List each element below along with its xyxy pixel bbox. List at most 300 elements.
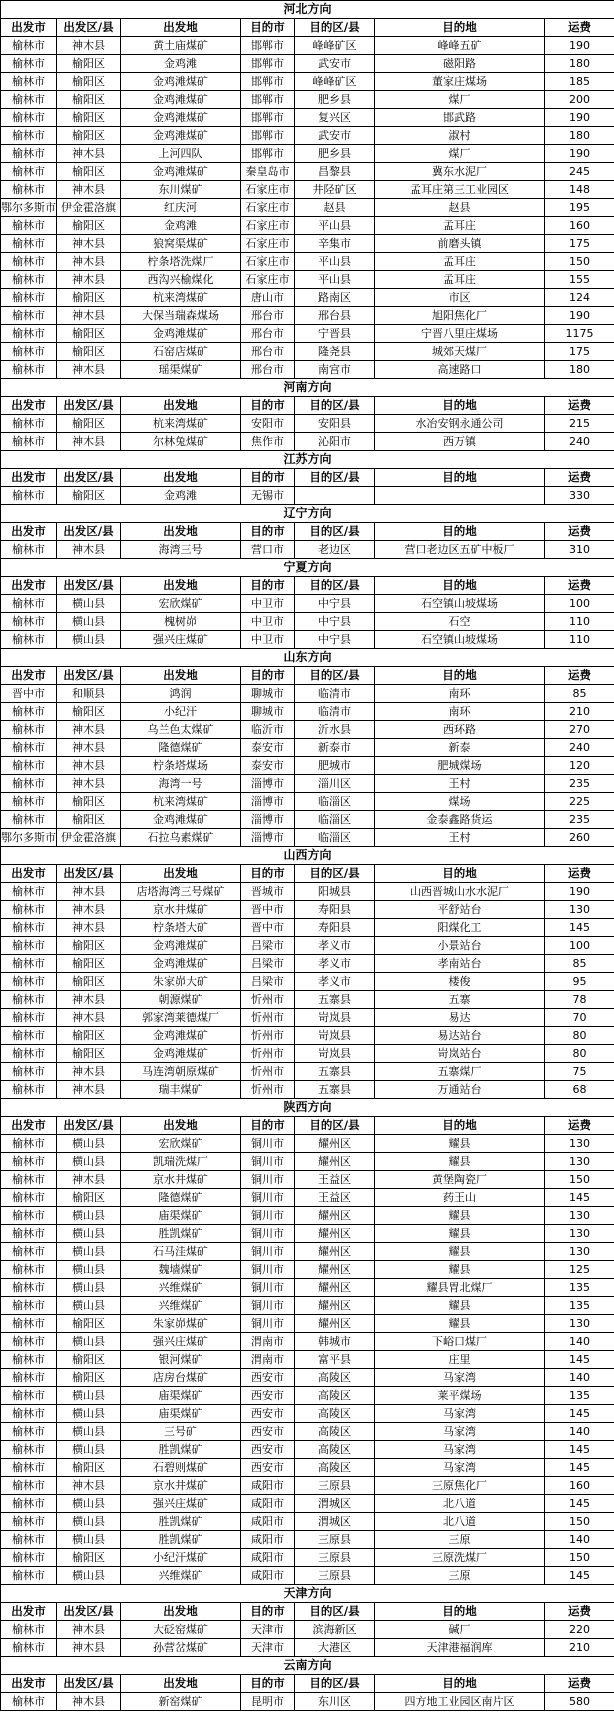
table-cell: 榆阳区 <box>57 973 121 991</box>
table-cell: 马家湾 <box>375 1441 545 1459</box>
table-cell: 磁阳路 <box>375 55 545 73</box>
table-cell: 140 <box>545 1333 614 1351</box>
table-cell: 孝义市 <box>295 955 375 973</box>
table-cell: 庄里 <box>375 1351 545 1369</box>
column-header: 目的区/县 <box>295 1603 375 1621</box>
column-header: 出发区/县 <box>57 865 121 883</box>
table-row <box>1 829 614 847</box>
table-cell: 寿阳县 <box>295 919 375 937</box>
table-row <box>1 595 614 613</box>
table-cell: 焦作市 <box>241 433 295 451</box>
table-cell: 耀州区 <box>295 1279 375 1297</box>
table-cell: 155 <box>545 271 614 289</box>
table-cell: 海湾一号 <box>121 775 241 793</box>
table-cell: 神木县 <box>57 991 121 1009</box>
table-cell: 石家庄市 <box>241 199 295 217</box>
table-row <box>1 955 614 973</box>
table-cell: 高陵区 <box>295 1459 375 1477</box>
table-cell: 平山县 <box>295 271 375 289</box>
table-cell: 神木县 <box>57 1621 121 1639</box>
table-row <box>1 289 614 307</box>
table-row <box>1 307 614 325</box>
table-row <box>1 199 614 217</box>
table-cell: 老边区 <box>295 541 375 559</box>
table-cell: 强兴庄煤矿 <box>121 1333 241 1351</box>
table-cell: 榆林市 <box>1 1567 57 1585</box>
column-header: 出发地 <box>121 1603 241 1621</box>
table-cell: 200 <box>545 91 614 109</box>
table-cell: 190 <box>545 883 614 901</box>
table-cell: 横山县 <box>57 1261 121 1279</box>
table-cell: 金鸡滩煤矿 <box>121 109 241 127</box>
table-cell: 三号矿 <box>121 1423 241 1441</box>
table-row <box>1 685 614 703</box>
table-cell: 榆阳区 <box>57 811 121 829</box>
table-cell: 西安市 <box>241 1387 295 1405</box>
column-header: 出发地 <box>121 19 241 37</box>
table-cell: 天津市 <box>241 1639 295 1657</box>
column-header: 出发区/县 <box>57 1675 121 1693</box>
table-cell: 145 <box>545 919 614 937</box>
table-cell: 碱厂 <box>375 1621 545 1639</box>
column-header: 目的市 <box>241 667 295 685</box>
table-cell: 榆林市 <box>1 361 57 379</box>
table-cell: 榆林市 <box>1 253 57 271</box>
table-cell: 隆德煤矿 <box>121 739 241 757</box>
table-cell: 南环 <box>375 685 545 703</box>
column-header: 目的市 <box>241 19 295 37</box>
column-header: 目的地 <box>375 1117 545 1135</box>
table-cell: 忻州市 <box>241 1081 295 1099</box>
table-row <box>1 883 614 901</box>
table-cell: 大港区 <box>295 1639 375 1657</box>
table-cell: 神木县 <box>57 181 121 199</box>
table-row <box>1 1207 614 1225</box>
column-header: 出发地 <box>121 523 241 541</box>
column-header: 目的市 <box>241 577 295 595</box>
table-cell: 榆林市 <box>1 1279 57 1297</box>
table-cell: 铜川市 <box>241 1207 295 1225</box>
table-cell: 榆林市 <box>1 703 57 721</box>
table-cell: 榆林市 <box>1 1261 57 1279</box>
table-cell: 石空镇山坡煤场 <box>375 631 545 649</box>
table-cell: 榆林市 <box>1 37 57 55</box>
table-row <box>1 541 614 559</box>
column-header: 目的市 <box>241 523 295 541</box>
column-header: 出发区/县 <box>57 667 121 685</box>
table-row <box>1 1387 614 1405</box>
column-header: 运费 <box>545 1675 614 1693</box>
table-cell: 铜川市 <box>241 1153 295 1171</box>
section-title: 江苏方向 <box>1 451 614 469</box>
table-cell: 横山县 <box>57 1297 121 1315</box>
table-cell: 井陉矿区 <box>295 181 375 199</box>
table-cell: 海湾三号 <box>121 541 241 559</box>
column-header: 目的地 <box>375 577 545 595</box>
table-cell: 马家湾 <box>375 1369 545 1387</box>
table-row <box>1 1189 614 1207</box>
column-header: 目的地 <box>375 19 545 37</box>
table-row <box>1 919 614 937</box>
column-header: 出发市 <box>1 1675 57 1693</box>
column-header-row <box>1 523 614 541</box>
table-cell: 石家庄市 <box>241 235 295 253</box>
table-cell: 中宁县 <box>295 631 375 649</box>
table-cell: 高速路口 <box>375 361 545 379</box>
table-cell: 兴维煤矿 <box>121 1279 241 1297</box>
table-cell: 70 <box>545 1009 614 1027</box>
table-cell: 榆林市 <box>1 1441 57 1459</box>
table-cell: 耀州区 <box>295 1153 375 1171</box>
table-cell: 130 <box>545 1135 614 1153</box>
table-cell: 150 <box>545 1549 614 1567</box>
table-cell: 柠条塔洗煤厂 <box>121 253 241 271</box>
table-cell: 金鸡滩煤矿 <box>121 127 241 145</box>
table-cell: 榆林市 <box>1 415 57 433</box>
table-cell: 180 <box>545 361 614 379</box>
table-row <box>1 901 614 919</box>
table-cell: 石空镇山坡煤场 <box>375 595 545 613</box>
table-row <box>1 181 614 199</box>
table-cell: 225 <box>545 793 614 811</box>
table-cell: 京水井煤矿 <box>121 1477 241 1495</box>
table-cell: 吕梁市 <box>241 973 295 991</box>
table-cell: 中卫市 <box>241 595 295 613</box>
table-cell: 无锡市 <box>241 487 295 505</box>
table-cell: 215 <box>545 415 614 433</box>
table-cell: 新泰市 <box>295 739 375 757</box>
table-cell: 鄂尔多斯市 <box>1 199 57 217</box>
column-header: 出发区/县 <box>57 469 121 487</box>
table-cell: 神木县 <box>57 271 121 289</box>
table-cell: 榆林市 <box>1 163 57 181</box>
table-cell: 耀县 <box>375 1207 545 1225</box>
table-cell: 马连湾朝原煤矿 <box>121 1063 241 1081</box>
table-cell: 庙渠煤矿 <box>121 1387 241 1405</box>
table-cell: 孟耳庄 <box>375 271 545 289</box>
column-header-row <box>1 1117 614 1135</box>
table-cell: 淑村 <box>375 127 545 145</box>
table-cell: 榆林市 <box>1 127 57 145</box>
table-cell: 横山县 <box>57 1243 121 1261</box>
table-cell: 泰安市 <box>241 757 295 775</box>
table-cell: 高陵区 <box>295 1405 375 1423</box>
table-cell: 榆林市 <box>1 541 57 559</box>
table-cell: 瑶渠煤矿 <box>121 361 241 379</box>
table-cell: 神木县 <box>57 1063 121 1081</box>
table-cell: 忻州市 <box>241 1009 295 1027</box>
table-cell: 马家湾 <box>375 1423 545 1441</box>
table-cell: 石窑店煤矿 <box>121 343 241 361</box>
section-title-row <box>1 1 614 19</box>
table-cell: 榆林市 <box>1 343 57 361</box>
column-header: 运费 <box>545 19 614 37</box>
table-cell: 石拉乌素煤矿 <box>121 829 241 847</box>
table-row <box>1 55 614 73</box>
section-title-row <box>1 847 614 865</box>
table-row <box>1 127 614 145</box>
column-header-row <box>1 469 614 487</box>
table-cell: 城郊天煤厂 <box>375 343 545 361</box>
table-cell: 金鸡滩 <box>121 217 241 235</box>
table-cell: 石家庄市 <box>241 217 295 235</box>
table-cell: 宏欣煤矿 <box>121 595 241 613</box>
table-cell: 榆阳区 <box>57 937 121 955</box>
table-cell: 京水井煤矿 <box>121 1171 241 1189</box>
table-cell: 昆明市 <box>241 1693 295 1711</box>
table-cell: 榆林市 <box>1 1009 57 1027</box>
table-cell: 北八道 <box>375 1513 545 1531</box>
table-cell: 临清市 <box>295 703 375 721</box>
column-header: 运费 <box>545 577 614 595</box>
table-cell: 榆林市 <box>1 271 57 289</box>
column-header: 目的区/县 <box>295 577 375 595</box>
table-cell: 临淄区 <box>295 829 375 847</box>
table-cell: 铜川市 <box>241 1297 295 1315</box>
column-header: 目的地 <box>375 865 545 883</box>
table-cell: 三原焦化厂 <box>375 1477 545 1495</box>
table-cell: 124 <box>545 289 614 307</box>
table-cell: 榆阳区 <box>57 703 121 721</box>
table-cell: 临淄区 <box>295 811 375 829</box>
table-cell: 兴维煤矿 <box>121 1297 241 1315</box>
table-cell: 天津港福润库 <box>375 1639 545 1657</box>
table-cell: 宁晋八里庄煤场 <box>375 325 545 343</box>
table-cell: 南环 <box>375 703 545 721</box>
table-cell: 100 <box>545 595 614 613</box>
section-title-row <box>1 559 614 577</box>
table-cell: 80 <box>545 1045 614 1063</box>
table-cell: 榆林市 <box>1 1135 57 1153</box>
table-cell: 岢岚县 <box>295 1009 375 1027</box>
table-cell: 渭城区 <box>295 1495 375 1513</box>
column-header: 运费 <box>545 865 614 883</box>
table-cell: 临沂市 <box>241 721 295 739</box>
table-cell: 旭阳焦化厂 <box>375 307 545 325</box>
table-cell: 柠条塔煤场 <box>121 757 241 775</box>
table-cell: 耀县胃北煤厂 <box>375 1279 545 1297</box>
table-cell: 武安市 <box>295 127 375 145</box>
table-cell: 石空 <box>375 613 545 631</box>
table-row <box>1 1369 614 1387</box>
table-cell: 乌兰色太煤矿 <box>121 721 241 739</box>
table-cell: 店房台煤矿 <box>121 1369 241 1387</box>
table-cell: 180 <box>545 55 614 73</box>
column-header: 目的市 <box>241 397 295 415</box>
column-header: 出发市 <box>1 469 57 487</box>
column-header: 目的区/县 <box>295 1675 375 1693</box>
table-cell: 神木县 <box>57 1693 121 1711</box>
table-cell: 峰峰五矿 <box>375 37 545 55</box>
table-cell: 245 <box>545 163 614 181</box>
table-cell: 铜川市 <box>241 1171 295 1189</box>
table-cell: 榆阳区 <box>57 127 121 145</box>
table-cell: 铜川市 <box>241 1135 295 1153</box>
table-row <box>1 217 614 235</box>
table-cell: 晋城市 <box>241 883 295 901</box>
table-cell: 榆林市 <box>1 73 57 91</box>
table-row <box>1 1513 614 1531</box>
column-header: 出发地 <box>121 865 241 883</box>
table-cell: 泰安市 <box>241 739 295 757</box>
table-cell: 煤厂 <box>375 91 545 109</box>
table-row <box>1 721 614 739</box>
column-header: 出发市 <box>1 1603 57 1621</box>
table-cell: 下峪口煤厂 <box>375 1333 545 1351</box>
table-row <box>1 1261 614 1279</box>
table-cell: 130 <box>545 1243 614 1261</box>
table-cell: 横山县 <box>57 1423 121 1441</box>
section-title: 山东方向 <box>1 649 614 667</box>
table-cell: 渭南市 <box>241 1333 295 1351</box>
table-row <box>1 1279 614 1297</box>
column-header: 运费 <box>545 667 614 685</box>
table-row <box>1 1531 614 1549</box>
table-cell: 宏欣煤矿 <box>121 1135 241 1153</box>
column-header: 目的市 <box>241 1117 295 1135</box>
table-row <box>1 631 614 649</box>
table-cell: 鄂尔多斯市 <box>1 829 57 847</box>
column-header: 出发地 <box>121 1117 241 1135</box>
table-cell: 孝义市 <box>295 973 375 991</box>
table-cell: 榆林市 <box>1 1189 57 1207</box>
column-header: 目的地 <box>375 1675 545 1693</box>
table-cell: 榆林市 <box>1 145 57 163</box>
table-cell: 195 <box>545 199 614 217</box>
table-cell: 220 <box>545 1621 614 1639</box>
column-header-row <box>1 667 614 685</box>
table-cell: 金泰鑫路货运 <box>375 811 545 829</box>
table-cell: 阳城县 <box>295 883 375 901</box>
table-cell: 胜凯煤矿 <box>121 1225 241 1243</box>
table-cell: 榆林市 <box>1 919 57 937</box>
table-row <box>1 163 614 181</box>
table-cell: 神木县 <box>57 37 121 55</box>
table-cell: 易达站台 <box>375 1027 545 1045</box>
table-cell: 榆林市 <box>1 1315 57 1333</box>
table-cell: 榆阳区 <box>57 415 121 433</box>
table-row <box>1 1315 614 1333</box>
table-cell: 邢台市 <box>241 307 295 325</box>
table-cell: 榆林市 <box>1 793 57 811</box>
table-cell: 咸阳市 <box>241 1513 295 1531</box>
table-cell: 石家庄市 <box>241 181 295 199</box>
table-cell: 辛集市 <box>295 235 375 253</box>
table-cell: 185 <box>545 73 614 91</box>
table-cell: 王益区 <box>295 1189 375 1207</box>
table-cell: 横山县 <box>57 1441 121 1459</box>
table-cell: 130 <box>545 1315 614 1333</box>
table-cell: 平山县 <box>295 217 375 235</box>
table-cell: 耀州区 <box>295 1297 375 1315</box>
table-cell: 邯郸市 <box>241 37 295 55</box>
table-cell: 130 <box>545 1207 614 1225</box>
column-header: 目的区/县 <box>295 865 375 883</box>
table-cell: 145 <box>545 1441 614 1459</box>
table-cell: 隆德煤矿 <box>121 1189 241 1207</box>
table-row <box>1 793 614 811</box>
table-cell: 榆阳区 <box>57 109 121 127</box>
table-cell: 榆阳区 <box>57 73 121 91</box>
table-cell: 横山县 <box>57 595 121 613</box>
table-cell: 榆阳区 <box>57 289 121 307</box>
table-cell: 滨海新区 <box>295 1621 375 1639</box>
column-header: 出发市 <box>1 577 57 595</box>
table-cell: 京水井煤矿 <box>121 901 241 919</box>
table-cell: 渭城区 <box>295 1513 375 1531</box>
column-header: 运费 <box>545 469 614 487</box>
table-cell: 130 <box>545 1153 614 1171</box>
table-cell: 330 <box>545 487 614 505</box>
table-cell: 铜川市 <box>241 1315 295 1333</box>
table-row <box>1 1027 614 1045</box>
table-cell: 肥乡县 <box>295 91 375 109</box>
table-cell: 145 <box>545 1459 614 1477</box>
column-header-row <box>1 1675 614 1693</box>
table-cell: 路南区 <box>295 289 375 307</box>
table-row <box>1 1297 614 1315</box>
table-cell: 富平县 <box>295 1351 375 1369</box>
table-cell: 榆林市 <box>1 181 57 199</box>
table-cell: 120 <box>545 757 614 775</box>
table-cell: 金鸡滩煤矿 <box>121 937 241 955</box>
table-cell: 小纪汗 <box>121 703 241 721</box>
table-cell: 中宁县 <box>295 613 375 631</box>
section-title: 河南方向 <box>1 379 614 397</box>
table-cell: 韩城市 <box>295 1333 375 1351</box>
table-cell: 伊金霍洛旗 <box>57 199 121 217</box>
table-row <box>1 1423 614 1441</box>
table-cell: 榆阳区 <box>57 91 121 109</box>
table-cell: 榆阳区 <box>57 55 121 73</box>
table-cell: 邯武路 <box>375 109 545 127</box>
table-cell: 80 <box>545 1027 614 1045</box>
table-cell: 孟耳庄 <box>375 253 545 271</box>
table-cell: 神木县 <box>57 1171 121 1189</box>
table-cell: 三原县 <box>295 1531 375 1549</box>
table-cell: 神木县 <box>57 361 121 379</box>
table-cell: 260 <box>545 829 614 847</box>
table-cell: 100 <box>545 937 614 955</box>
table-cell: 王村 <box>375 775 545 793</box>
table-cell: 三原 <box>375 1531 545 1549</box>
table-cell: 上河四队 <box>121 145 241 163</box>
table-cell: 榆林市 <box>1 973 57 991</box>
table-cell: 榆阳区 <box>57 1045 121 1063</box>
section-title-row <box>1 451 614 469</box>
table-cell: 董家庄煤场 <box>375 73 545 91</box>
table-cell: 伊金霍洛旗 <box>57 829 121 847</box>
table-cell: 三原县 <box>295 1549 375 1567</box>
table-cell: 横山县 <box>57 1513 121 1531</box>
column-header: 目的地 <box>375 397 545 415</box>
table-cell: 310 <box>545 541 614 559</box>
table-row <box>1 1495 614 1513</box>
table-cell: 煤厂 <box>375 145 545 163</box>
table-cell: 榆林市 <box>1 1027 57 1045</box>
table-cell: 东川煤矿 <box>121 181 241 199</box>
table-cell: 耀州区 <box>295 1261 375 1279</box>
table-cell: 110 <box>545 613 614 631</box>
table-cell: 榆林市 <box>1 325 57 343</box>
table-cell: 胜凯煤矿 <box>121 1531 241 1549</box>
table-cell: 150 <box>545 253 614 271</box>
table-row <box>1 613 614 631</box>
table-row <box>1 145 614 163</box>
table-cell: 神木县 <box>57 307 121 325</box>
table-cell: 忻州市 <box>241 1027 295 1045</box>
column-header-row <box>1 1603 614 1621</box>
